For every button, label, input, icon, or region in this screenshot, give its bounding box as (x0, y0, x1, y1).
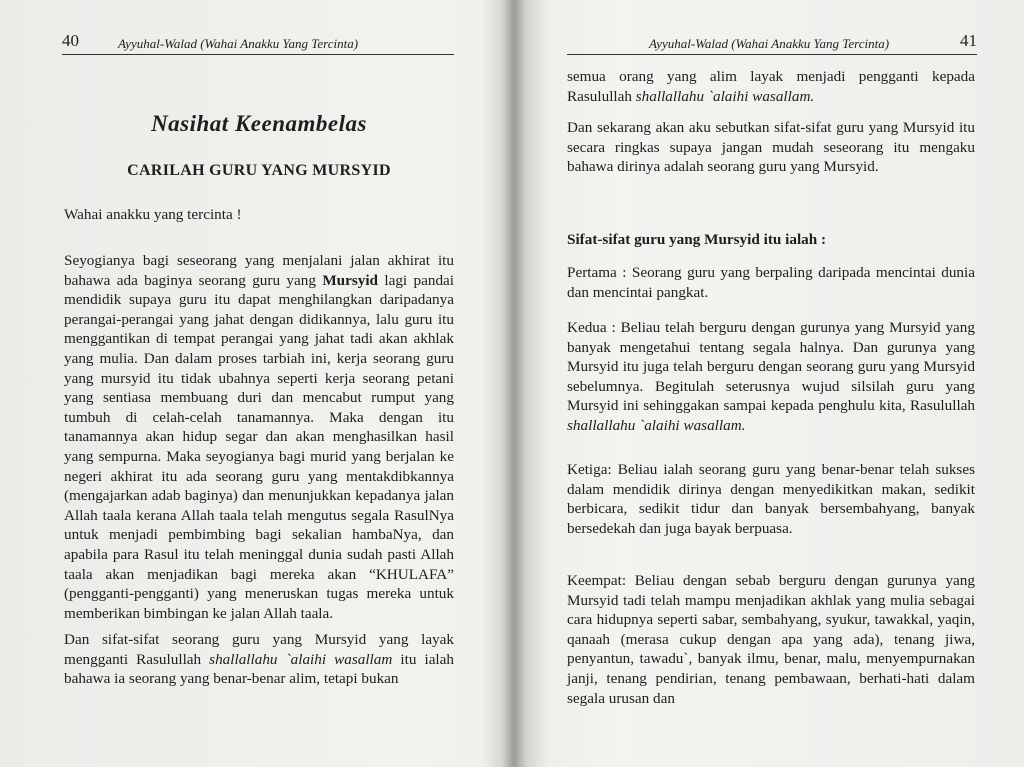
left-p2-text-a: Dan sifat-sifat seorang guru yang Mursyid yang layak mengganti Rasulullah (64, 631, 454, 668)
right-paragraph-2: Dan sekarang akan aku sebutkan sifat-sifat guru yang Mursyid itu secara ringkas supaya jangan mudah seseorang itu mengaku bahawa dirinya adalah seorang guru yang Mursyid. (567, 119, 975, 176)
right-page-number: 41 (960, 31, 977, 50)
left-page-number: 40 (62, 31, 79, 50)
left-p1-bold: Mursyid (322, 271, 379, 289)
kedua-italic: shallallahu `alaihi wasallam. (567, 416, 746, 434)
criterion-ketiga: Ketiga: Beliau ialah seorang guru yang benar-benar telah sukses dalam mendidik dirinya dengan menyedikitkan makan, sedikit berbicara, sedikit tidur dan banyak bersembahyang, banyak bersedekah dan juga bayak berpuasa. (567, 461, 975, 537)
criterion-pertama: Pertama : Seorang guru yang berpaling daripada mencintai dunia dan mencintai pangkat. (567, 264, 975, 301)
left-paragraph-2 (64, 630, 454, 689)
criterion-keempat: Keempat: Beliau dengan sebab berguru dengan gurunya yang Mursyid tadi telah mampu menjadikan akhlak yang mulia sebagai cara hidupnya seperti sabar, sembahyang, syukur, tawakkal, yaqin, qanaah (merasa cukup dengan apa yang ada), tenang jiwa, penyantun, tawadu`, banyak ilmu, benar, malu, menyempurnakan janji, tenang pendirian, tenang pembawaan, berhati-hati dalam segala urusan dan (567, 572, 975, 707)
chapter-script-title: Nasihat Keenambelas (151, 111, 367, 136)
right-p1-italic: shallallahu `alaihi wasallam. (635, 87, 815, 105)
left-p2-italic: shallallahu `alaihi wasallam (209, 650, 393, 668)
right-paragraph-1 (567, 67, 975, 106)
right-header-title: Ayyuhal-Walad (Wahai Anakku Yang Tercinta) (649, 36, 890, 51)
kedua-text: Kedua : Beliau telah berguru dengan gurunya yang Mursyid yang banyak mengetahui tentang segala halnya. Dan gurunya yang Mursyid itu juga telah berguru dengan seorang guru yang Mursyid sebelumnya. Begitulah seterusnya wujud silsilah guru yang Mursyid ini sehinggakan sampai kepada penghulu kita, Rasulullah (567, 319, 975, 415)
right-p1-text: semua orang yang alim layak menjadi pengganti kepada Rasulullah (567, 68, 975, 105)
left-paragraph-1 (64, 251, 454, 623)
left-page-header (62, 30, 454, 55)
criterion-kedua (567, 318, 975, 436)
right-page-header (567, 30, 977, 55)
criteria-heading: Sifat-sifat guru yang Mursyid itu ialah : (567, 231, 827, 248)
left-p2-text-b: itu ialah bahawa ia seorang yang benar-benar alim, tetapi bukan (64, 650, 454, 688)
right-page (519, 0, 1024, 767)
chapter-subtitle: CARILAH GURU YANG MURSYID (127, 162, 391, 179)
left-p1-text-a: Seyogianya bagi seseorang yang menjalani jalan akhirat itu bahawa ada baginya seorang guru yang (64, 252, 454, 289)
greeting-line: Wahai anakku yang tercinta ! (64, 206, 242, 223)
left-p1-text-b: lagi pandai mendidik supaya guru itu dapat menghilangkan daripadanya perangai-perangai yang jahat dengan didikannya, lalu guru itu menggantikan di tempat perangai yang jahat tadi akan akhlak yang mulia. Dan dalam proses tarbiah ini, kerja seorang guru yang mursyid itu tidak ubahnya seperti kerja seorang petani yang sentiasa membuang duri dan mencabut rumput yang tumbuh di celah-celah tanamannya. Maka dengan itu tanamannya akan hidup segar dan akan menghasilkan hasil yang sempurna. Maka seyogianya bagi murid yang berjalan ke negeri akhirat itu ada seorang guru yang mentakdibkannya (mengajarkan adab baginya) dan menunjukkan kepadanya jalan Allah taala kerana Allah taala telah mengutus segala RasulNya untuk menjadi pembimbing bagi sekalian hambaNya, dan apabila para Rasul itu telah meninggal dunia sudah pasti Allah taala akan menjadikan bagi mereka akan “KHULAFA” (pengganti-pengganti) yang meneruskan tugas mereka untuk memberikan bimbingan ke jalan Allah taala. (64, 271, 454, 622)
left-page (0, 0, 505, 767)
left-header-title: Ayyuhal-Walad (Wahai Anakku Yang Tercinta) (118, 36, 359, 51)
